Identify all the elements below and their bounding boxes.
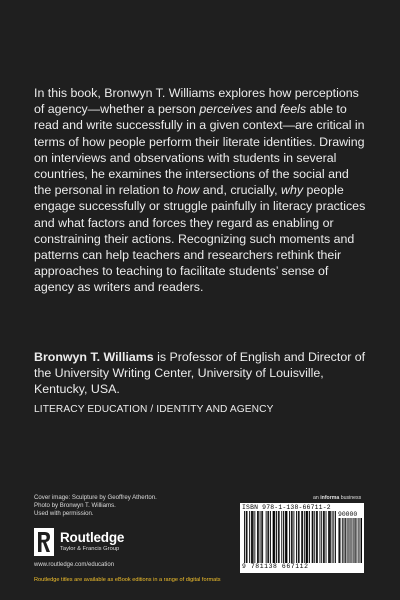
barcode-bar	[328, 511, 329, 563]
barcode-bar	[286, 511, 287, 563]
blurb-emphasis-perceives: perceives	[199, 102, 253, 117]
barcode-bar	[266, 511, 267, 563]
barcode-bar	[321, 511, 322, 563]
blurb-emphasis-how: how	[176, 183, 200, 198]
barcode-bar	[276, 511, 277, 563]
description-paragraph	[34, 85, 368, 296]
publisher-url: www.routledge.com/education	[34, 562, 115, 568]
barcode-bar	[330, 511, 331, 563]
isbn-barcode	[240, 503, 364, 573]
barcode-bar	[338, 518, 339, 563]
price-code: 90000	[338, 511, 358, 518]
blurb-segment-2: and	[252, 102, 280, 117]
barcode-bar	[291, 511, 292, 563]
barcode-bar	[323, 511, 324, 563]
barcode-bar	[354, 518, 355, 563]
blurb-emphasis-why: why	[281, 183, 304, 198]
barcode-bar	[343, 518, 344, 563]
author-bio-text: is Professor of English and Director of the University Writing Center, University of Louisville, Kentucky, USA.	[34, 350, 366, 397]
barcode-bar	[299, 511, 300, 563]
barcode-bar	[359, 518, 360, 563]
publisher-group: Taylor & Francis Group	[60, 546, 120, 552]
subject-category: LITERACY EDUCATION / IDENTITY AND AGENCY	[34, 404, 274, 415]
barcode-main-bars	[244, 511, 336, 563]
barcode-bar	[307, 511, 308, 563]
barcode-bar	[342, 518, 343, 563]
barcode-bar	[341, 518, 342, 563]
barcode-bar	[345, 518, 346, 563]
barcode-bar	[285, 511, 286, 563]
barcode-bar	[258, 511, 259, 563]
barcode-bar	[268, 511, 269, 563]
barcode-bar	[298, 511, 299, 563]
barcode-bar	[360, 518, 361, 563]
barcode-bar	[252, 511, 253, 563]
barcode-bar	[301, 511, 302, 563]
barcode-bar	[335, 511, 336, 563]
credit-line-3: Used with permission.	[34, 510, 94, 518]
barcode-bar	[313, 511, 314, 563]
blurb-segment-5: people engage successfully or struggle painfully in literacy practices and what factors and forces they regard as enabling or constraining their actions. Recognizing such moments and patterns can help teachers and researchers rethink their approaches to teaching to facilitate students’ sense of agency as writers and readers.	[34, 183, 366, 295]
barcode-bar	[254, 511, 255, 563]
barcode-addon-bars	[338, 518, 362, 563]
barcode-bar	[326, 511, 327, 563]
credit-line-1: Cover image: Sculpture by Geoffrey Atherton.	[34, 494, 157, 501]
barcode-bar	[355, 518, 356, 563]
barcode-bar	[361, 518, 362, 563]
barcode-bar	[278, 511, 279, 563]
barcode-bar	[283, 511, 284, 563]
barcode-bar	[273, 511, 274, 563]
barcode-bar	[249, 511, 250, 563]
informa-suffix: business	[339, 495, 362, 501]
barcode-bar	[361, 518, 362, 563]
author-bio	[34, 349, 368, 398]
barcode-bar	[270, 511, 271, 563]
publisher-wordmark	[60, 531, 124, 553]
barcode-bar	[279, 511, 280, 563]
barcode-bar	[339, 518, 340, 563]
barcode-bar	[356, 518, 357, 563]
barcode-bar	[287, 511, 288, 563]
barcode-bar	[324, 511, 325, 563]
publisher-logo	[34, 527, 124, 557]
barcode-bar	[257, 511, 258, 563]
barcode-bar	[260, 511, 261, 563]
barcode-bar	[329, 511, 330, 563]
blurb-segment-1: In this book, Bronwyn T. Williams explores how perceptions of agency—whether a person	[34, 86, 359, 117]
blurb-emphasis-feels: feels	[279, 102, 307, 117]
cover-credit	[34, 494, 214, 519]
ebook-note: Routledge titles are available as eBook editions in a range of digital formats	[34, 577, 221, 583]
barcode-bar	[251, 511, 252, 563]
isbn-number: ISBN 978-1-138-66711-2	[242, 504, 331, 511]
informa-business-label	[313, 495, 361, 501]
barcode-bar	[274, 511, 275, 563]
blurb-segment-4: and, crucially,	[199, 183, 282, 198]
barcode-bar	[261, 511, 262, 563]
barcode-bar	[358, 518, 359, 563]
barcode-bar	[302, 511, 303, 563]
barcode-bar	[320, 511, 321, 563]
barcode-bar	[357, 518, 358, 563]
barcode-bar	[332, 511, 333, 563]
barcode-bar	[296, 511, 297, 563]
barcode-bar	[347, 518, 348, 563]
barcode-bar	[267, 511, 268, 563]
barcode-bar	[246, 511, 247, 563]
barcode-bar	[350, 518, 351, 563]
barcode-bar	[247, 511, 248, 563]
barcode-bar	[314, 511, 315, 563]
barcode-bar	[351, 518, 352, 563]
blurb-segment-3: able to read and write successfully in a given context—are critical in terms of how people perform their literate identities. Drawing on interviews and observations with students in several countries, he examines the intersections of the social and the personal in relation to	[34, 102, 365, 198]
barcode-bar	[281, 511, 282, 563]
publisher-name: Routledge	[60, 530, 125, 545]
barcode-bar	[344, 518, 345, 563]
barcode-bar	[317, 511, 318, 563]
author-name: Bronwyn T. Williams	[34, 350, 154, 364]
barcode-bar	[253, 511, 254, 563]
barcode-bar	[306, 511, 307, 563]
barcode-bar	[349, 518, 350, 563]
credit-line-2: Photo by Bronwyn T. Williams.	[34, 502, 116, 510]
barcode-bar	[345, 518, 346, 563]
barcode-bar	[293, 511, 294, 563]
barcode-bar	[340, 518, 341, 563]
barcode-bar	[353, 518, 354, 563]
barcode-bar	[312, 511, 313, 563]
informa-name: informa	[320, 495, 340, 501]
barcode-digits: 9 781138 667112	[242, 563, 309, 570]
barcode-bar	[306, 511, 307, 563]
barcode-bar	[346, 518, 347, 563]
barcode-bar	[353, 518, 354, 563]
barcode-bar	[244, 511, 245, 563]
barcode-bar	[304, 511, 305, 563]
barcode-bar	[289, 511, 290, 563]
routledge-logo-icon	[34, 528, 54, 556]
barcode-bar	[292, 511, 293, 563]
barcode-bar	[309, 511, 310, 563]
barcode-bar	[262, 511, 263, 563]
barcode-bar	[316, 511, 317, 563]
book-description	[34, 85, 368, 296]
barcode-bar	[348, 518, 349, 563]
informa-prefix: an	[313, 495, 321, 501]
barcode-bar	[333, 511, 334, 563]
barcode-bar	[274, 511, 275, 563]
